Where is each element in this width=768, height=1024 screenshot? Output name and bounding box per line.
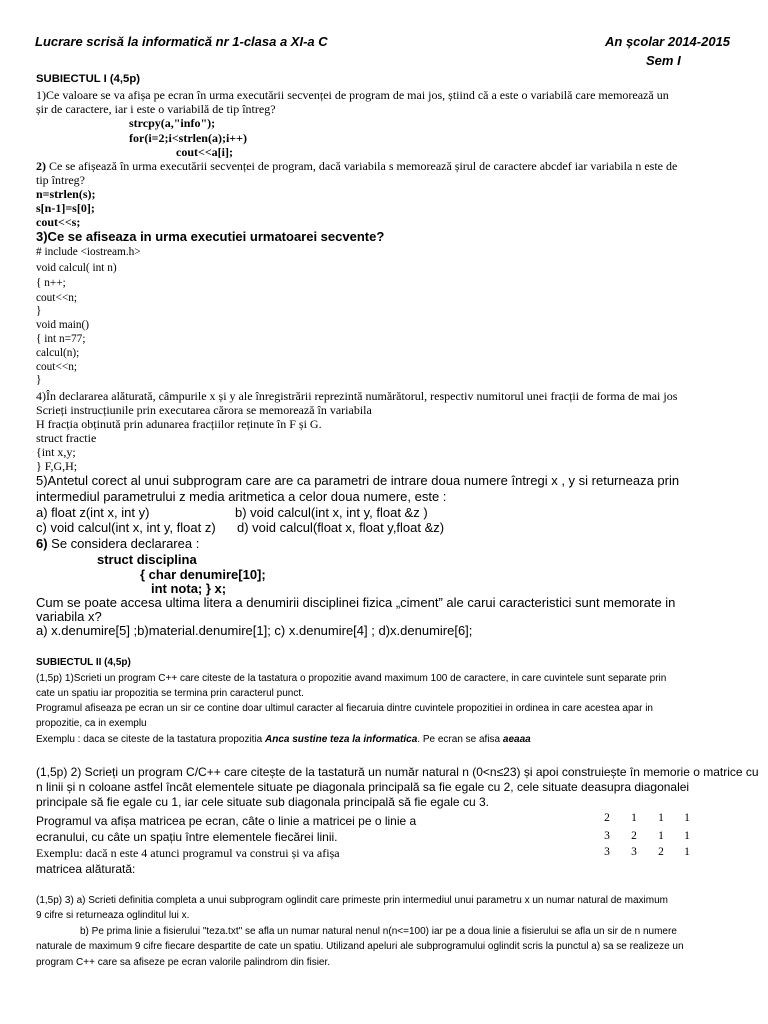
section-1-heading: SUBIECTUL I (4,5p) bbox=[36, 73, 140, 85]
q4-code-3: } F,G,H; bbox=[36, 459, 78, 473]
p2-line-6: Exemplu: dacă n este 4 atunci programul va construi și va afișa bbox=[36, 846, 340, 860]
q2-code-3: cout<<s; bbox=[36, 215, 81, 229]
q4-line-3: H fracția obținută prin adunarea fracțiilor reținute în F și G. bbox=[36, 417, 322, 431]
matrix-cell: 2 bbox=[604, 812, 610, 824]
p1-line-2: cate un spatiu iar propozitia se termina prin caracterul punct. bbox=[36, 688, 304, 699]
q2-line-2: tip întreg? bbox=[36, 173, 85, 187]
q2-line-1: 2) Ce se afișează în urma executării secvenței de program, dacă variabila s memorează șirul de caractere abcdef iar variabila n este de bbox=[36, 159, 678, 173]
matrix-cell: 1 bbox=[631, 812, 637, 824]
q6-options: a) x.denumire[5] ;b)material.denumire[1]; c) x.denumire[4] ; d)x.denumire[6]; bbox=[36, 623, 473, 638]
q6-code-1: struct disciplina bbox=[97, 552, 197, 567]
q4-code-2: {int x,y; bbox=[36, 445, 76, 459]
matrix-cell: 1 bbox=[684, 846, 690, 858]
q1-code-2: for(i=2;i<strlen(a);i++) bbox=[129, 131, 247, 145]
matrix-cell: 1 bbox=[684, 830, 690, 842]
p2-line-5: ecranului, cu câte un spațiu între elementele fiecărei linii. bbox=[36, 830, 338, 844]
q3-code-9: cout<<n; bbox=[36, 361, 77, 373]
q5-option-b: b) void calcul(int x, int y, float &z ) bbox=[235, 505, 428, 520]
semester: Sem I bbox=[646, 53, 681, 68]
p2-line-2: n linii și n coloane astfel încât elementele situate pe diagonala principală sa fie egale cu 2, cele situate deasupra diagonalei bbox=[36, 780, 690, 794]
q1-line-2: șir de caractere, iar i este o variabilă de tip întreg? bbox=[36, 102, 276, 116]
p3-line-1: (1,5p) 3) a) Scrieti definitia completa a unui subprogram oglindit care primeste prin intermediul unui parametru x un numar natural de maximum bbox=[36, 895, 668, 906]
matrix-cell: 1 bbox=[658, 812, 664, 824]
q5-line-2: intermediul parametrului z media aritmetica a celor doua numere, este : bbox=[36, 489, 447, 504]
exam-title: Lucrare scrisă la informatică nr 1-clasa a XI-a C bbox=[35, 34, 328, 49]
matrix-cell: 2 bbox=[631, 830, 637, 842]
p1-line-3: Programul afiseaza pe ecran un sir ce contine doar ultimul caracter al fiecaruia dintre cuvintele propozitiei in ordinea in care acestea apar in bbox=[36, 703, 653, 714]
p3-line-5: program C++ care sa afiseze pe ecran valorile palindrom din fisier. bbox=[36, 957, 331, 968]
q6-line-2: variabila x? bbox=[36, 609, 102, 624]
q5-option-c: c) void calcul(int x, int y, float z) bbox=[36, 520, 216, 535]
q3-code-3: { n++; bbox=[36, 277, 66, 289]
q3-code-7: { int n=77; bbox=[36, 333, 86, 345]
matrix-cell: 1 bbox=[658, 830, 664, 842]
q5-line-1: 5)Antetul corect al unui subprogram care are ca parametri de intrare doua numere întregi x , y si returneaza prin bbox=[36, 473, 680, 488]
p3-line-4: naturale de maximum 9 cifre fiecare despartite de cate un spatiu. Utilizand apeluri ale subprogramului oglindit scris la punctul a) sa se realizeze un bbox=[36, 941, 684, 952]
q1-code-1: strcpy(a,"info"); bbox=[129, 116, 216, 130]
q5-option-d: d) void calcul(float x, float y,float &z) bbox=[237, 520, 445, 535]
q6-code-2: { char denumire[10]; bbox=[140, 567, 266, 582]
q4-line-1: 4)În declararea alăturată, câmpurile x și y ale înregistrării reprezintă numărătorul, respectiv numitorul unei fracții de forma de mai jos bbox=[36, 389, 678, 403]
q3-title: 3)Ce se afiseaza in urma executiei urmatoarei secvente? bbox=[36, 229, 385, 244]
p1-example: Exemplu : daca se citeste de la tastatura propozitia Anca sustine teza la informatica. Pe ecran se afisa aeaaa bbox=[36, 734, 531, 745]
q3-code-4: cout<<n; bbox=[36, 292, 77, 304]
q3-code-10: } bbox=[36, 374, 42, 386]
q4-code-1: struct fractie bbox=[36, 431, 97, 445]
q3-code-6: void main() bbox=[36, 319, 90, 331]
q3-code-8: calcul(n); bbox=[36, 347, 80, 359]
matrix-cell: 3 bbox=[604, 846, 610, 858]
school-year: An școlar 2014-2015 bbox=[605, 34, 731, 49]
p2-line-7: matricea alăturată: bbox=[36, 862, 136, 876]
q3-code-1: # include <iostream.h> bbox=[36, 246, 141, 258]
q6-line-1: Cum se poate accesa ultima litera a denumirii disciplinei fizica „ciment” ale carui caracteristici sunt memorate in bbox=[36, 595, 676, 610]
p2-line-4: Programul va afișa matricea pe ecran, câte o linie a matricei pe o linie a bbox=[36, 814, 417, 828]
section-2-heading: SUBIECTUL II (4,5p) bbox=[36, 657, 131, 668]
q2-code-2: s[n-1]=s[0]; bbox=[36, 201, 95, 215]
matrix-cell: 2 bbox=[658, 846, 664, 858]
p2-line-3: principale să fie egale cu 1, iar cele situate sub diagonala principală să fie egale cu 3. bbox=[36, 795, 489, 809]
q2-code-1: n=strlen(s); bbox=[36, 187, 96, 201]
matrix-cell: 3 bbox=[631, 846, 637, 858]
q6-title: 6) Se considera declararea : bbox=[36, 536, 200, 551]
q6-code-3: int nota; } x; bbox=[151, 581, 227, 596]
matrix-cell: 1 bbox=[684, 812, 690, 824]
q5-option-a: a) float z(int x, int y) bbox=[36, 505, 150, 520]
q3-code-2: void calcul( int n) bbox=[36, 262, 117, 274]
q1-line-1: 1)Ce valoare se va afișa pe ecran în urma executării secvenței de program de mai jos, știind că a este o variabilă care memorează un bbox=[36, 88, 669, 102]
p3-line-3: b) Pe prima linie a fisierului "teza.txt" se afla un numar natural nenul n(n<=100) iar pe a doua linie a fisierului se afla un sir de n numere bbox=[80, 926, 677, 937]
q1-code-3: cout<<a[i]; bbox=[176, 145, 233, 159]
matrix-cell: 3 bbox=[604, 830, 610, 842]
q4-line-2: Scrieți instrucțiunile prin executarea cărora se memorează în variabila bbox=[36, 403, 372, 417]
p2-line-1: (1,5p) 2) Scrieți un program C/C++ care citește de la tastatură un număr natural n (0<n≤23) și apoi construiește în memorie o matrice cu bbox=[36, 765, 759, 779]
p3-line-2: 9 cifre si returneaza oglinditul lui x. bbox=[36, 910, 190, 921]
p1-line-4: propozitie, ca in exemplu bbox=[36, 718, 147, 729]
p1-line-1: (1,5p) 1)Scrieti un program C++ care citeste de la tastatura o propozitie avand maximum 100 de caractere, in care cuvintele sunt separate prin bbox=[36, 673, 667, 684]
q3-code-5: } bbox=[36, 305, 42, 317]
